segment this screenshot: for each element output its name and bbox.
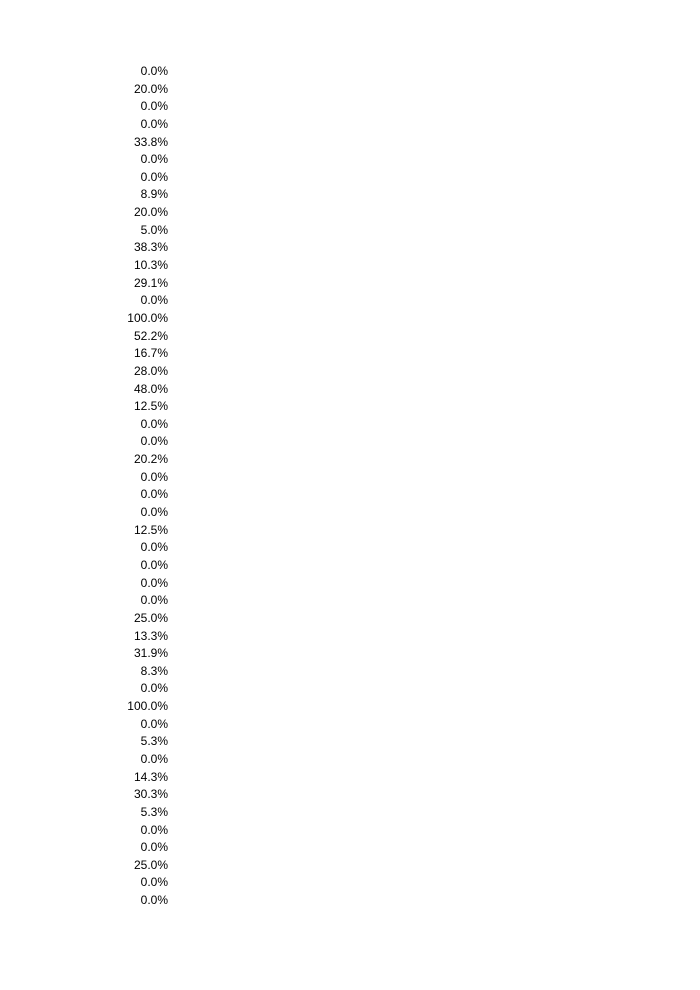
percentage-cell: 0.0% [140,99,168,114]
percentage-cell: 5.0% [140,222,168,237]
percentage-cell: 25.0% [133,610,168,625]
percentage-cell: 10.3% [133,258,168,273]
percentage-cell: 0.0% [140,116,168,131]
percentage-cell: 0.0% [140,540,168,555]
percentage-cell: 20.0% [133,81,168,96]
percentage-cell: 0.0% [140,434,168,449]
percentage-cell: 8.3% [140,663,168,678]
percentage-cell: 52.2% [133,328,168,343]
percentage-cell: 0.0% [140,893,168,908]
percentage-cell: 13.3% [133,628,168,643]
percentage-cell: 0.0% [140,293,168,308]
percentage-cell: 0.0% [140,416,168,431]
percentage-cell: 12.5% [133,522,168,537]
percentage-cell: 14.3% [133,769,168,784]
percentage-cell: 0.0% [140,840,168,855]
percentage-cell: 100.0% [127,699,168,714]
percentage-cell: 0.0% [140,681,168,696]
percentage-cell: 12.5% [133,399,168,414]
percentage-cell: 0.0% [140,64,168,78]
percentage-cell: 25.0% [133,857,168,872]
percentage-cell: 0.0% [140,169,168,184]
percentage-cell: 0.0% [140,487,168,502]
percentage-cell: 5.3% [140,734,168,749]
percentage-cell: 20.2% [133,452,168,467]
percentage-cell: 48.0% [133,381,168,396]
percentage-cell: 0.0% [140,716,168,731]
percentage-cell: 0.0% [140,505,168,520]
percentage-cell: 0.0% [140,822,168,837]
percentage-cell: 100.0% [127,310,168,325]
percentage-cell: 20.0% [133,205,168,220]
percentage-cell: 29.1% [133,275,168,290]
percentage-cell: 0.0% [140,575,168,590]
percentage-cell: 0.0% [140,469,168,484]
percentage-cell: 0.0% [140,557,168,572]
percentage-cell: 30.3% [133,787,168,802]
percentage-cell: 31.9% [133,646,168,661]
percentage-cell: 0.0% [140,593,168,608]
percentage-cell: 8.9% [140,187,168,202]
percentage-cell: 0.0% [140,875,168,890]
percentage-cell: 0.0% [140,152,168,167]
percentage-cell: 38.3% [133,240,168,255]
percentage-cell: 5.3% [140,804,168,819]
percentage-cell: 28.0% [133,363,168,378]
percentage-cell: 0.0% [140,751,168,766]
percentage-cell: 33.8% [133,134,168,149]
percentage-cell: 16.7% [133,346,168,361]
percentage-column [100,63,168,910]
